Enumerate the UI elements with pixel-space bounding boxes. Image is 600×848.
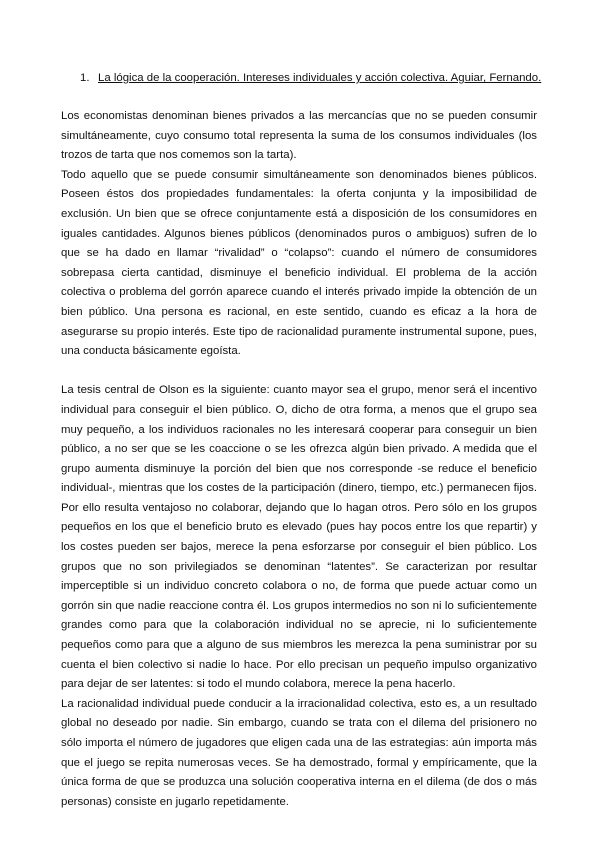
paragraph-bienes-publicos: Todo aquello que se puede consumir simultáneamente son denominados bienes públicos. Poseen éstos dos propiedades fundamentales: la oferta conjunta y la imposibilidad de exclusión. Un bien que se ofrece conjuntamente está a disposición de los consumidores en iguales cantidades. Algunos bienes públicos (denominados puros o ambiguos) sufren de lo que se ha dado en llamar “rivalidad” o “colapso”: cuando el número de consumidores sobrepasa cierta cantidad, disminuye el beneficio individual. El problema de la acción colectiva o problema del gorrón aparece cuando el interés privado impide la obtención de un bien público. Una persona es racional, en este sentido, cuando es eficaz a la hora de asegurarse su propio interés. Este tipo de racionalidad puramente instrumental supone, pues, una conducta básicamente egoísta. [61, 168, 537, 358]
paragraph-tesis-olson: La tesis central de Olson es la siguiente: cuanto mayor sea el grupo, menor será el incentivo individual para conseguir el bien público. O, dicho de otra forma, a menos que el grupo sea muy pequeño, a los individuos racionales no les interesará cooperar para conseguir un bien público, a no ser que se les coaccione o se les ofrezca algún bien privado. A medida que el grupo aumenta disminuye la porción del bien que nos corresponde -se reduce el beneficio individual-, mientras que los costes de la participación (dinero, tiempo, etc.) permanecen fijos. Por ello resulta ventajoso no colaborar, dejando que lo hagan otros. Pero sólo en los grupos pequeños en los que el beneficio bruto es elevado (pues hay pocos entre los que repartir) y los costes pueden ser bajos, merece la pena esforzarse por conseguir el bien público. Los grupos que no son privilegiados se denominan “latentes”. Se caracterizan por resultar imperceptible si un individuo concreto colabora o no, de forma que puede actuar como un gorrón sin que nadie reaccione contra él. Los grupos intermedios no son ni lo suficientemente grandes como para que la colaboración individual no se aprecie, ni lo suficientemente pequeños como para que a alguno de sus miembros les merezca la pena suministrar por su cuenta el bien colectivo si nadie lo hace. Por ello precisan un pequeño impulso organizativo para dejar de ser latentes: si todo el mundo colabora, merece la pena hacerlo. [61, 384, 537, 691]
body-text [61, 107, 537, 812]
paragraph-bienes-privados: Los economistas denominan bienes privados a las mercancías que no se pueden consumir simultáneamente, cuyo consumo total representa la suma de los consumos individuales (los trozos de tarta que nos comemos son la tarta). [61, 110, 537, 162]
section-number: 1. [80, 72, 90, 84]
paragraph-racionalidad: La racionalidad individual puede conducir a la irracionalidad colectiva, esto es, a un resultado global no deseado por nadie. Sin embargo, cuando se trata con el dilema del prisionero no sólo importa el número de jugadores que eligen cada una de las estrategias: aún importa más que el juego se repita numerosas veces. Se ha demostrado, formal y empíricamente, que la única forma de que se produzca una solución cooperativa interna en el dilema (de dos o más personas) consiste en jugarlo repetidamente. [61, 697, 537, 808]
section-title: La lógica de la cooperación. Intereses individuales y acción colectiva. Aguiar, Fernando. [98, 72, 542, 84]
section-heading [80, 69, 550, 89]
